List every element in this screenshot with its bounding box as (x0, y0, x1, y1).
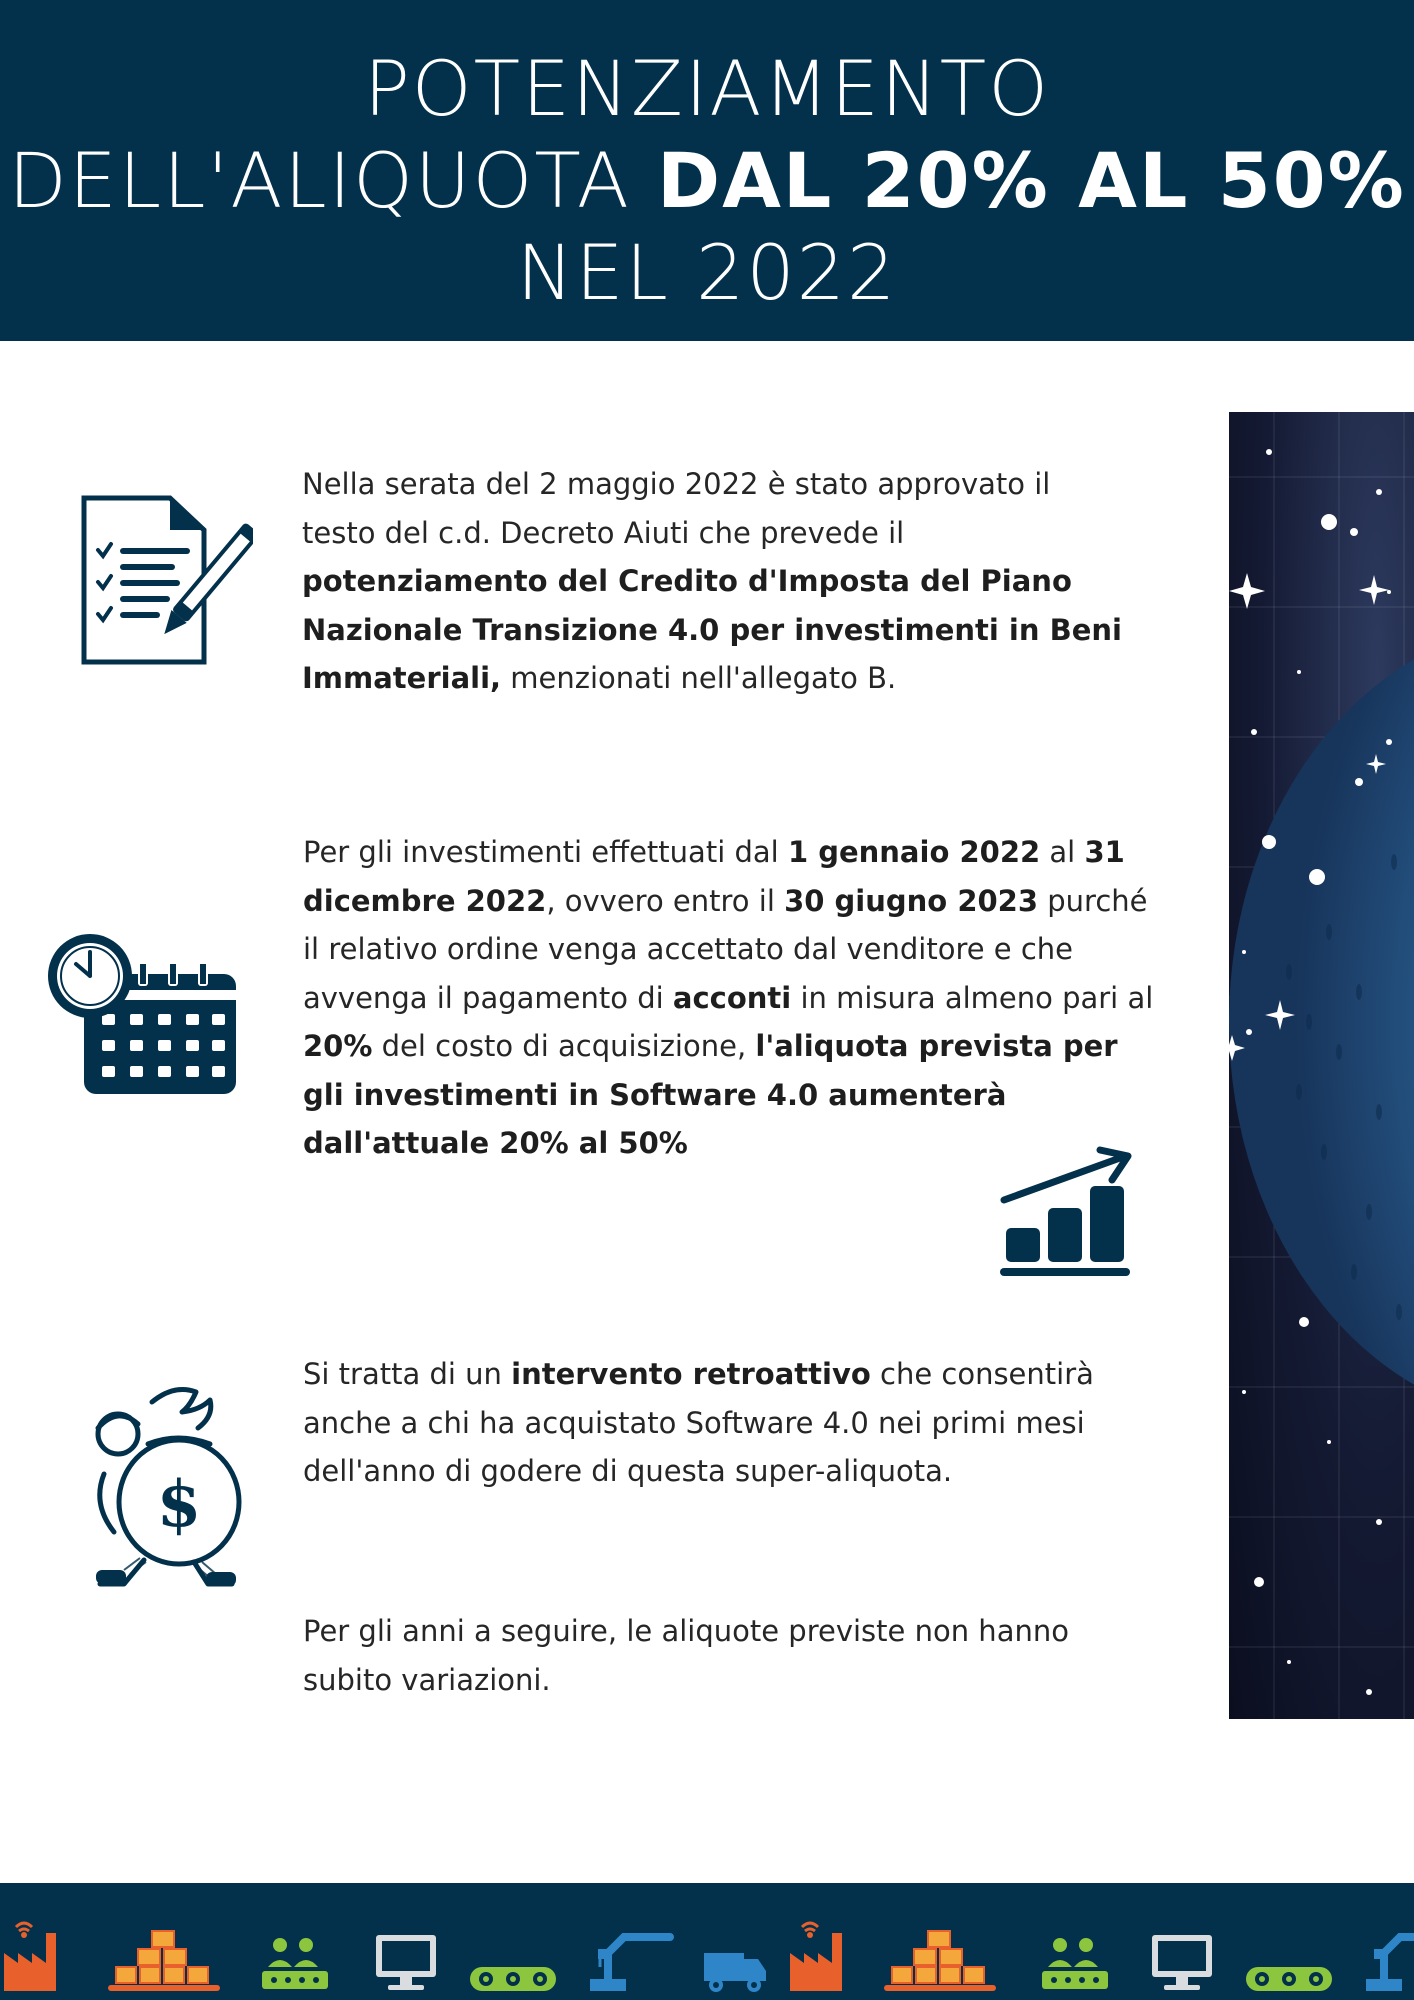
factory-icon (790, 1923, 842, 1991)
s2-text-3: , ovvero entro il (546, 883, 785, 918)
title-line-2-bold: DAL 20% AL 50% (657, 136, 1406, 225)
boxes-icon (884, 1931, 996, 1991)
growth-chart-icon (996, 1146, 1132, 1280)
paragraph-retroattivo (303, 1350, 1173, 1496)
boxes-icon (108, 1931, 220, 1991)
workers-icon (262, 1938, 328, 1989)
checklist-pen-icon (78, 492, 253, 667)
s2-bold-6: l'aliquota prevista per gli investimenti in Software 4.0 aumenterà dall'attuale 20% al 50% (303, 1029, 1118, 1160)
s2-bold-3: 30 giugno 2023 (784, 883, 1039, 918)
s2-text-6: del costo di acquisizione, (372, 1029, 756, 1063)
s1-bold-1: potenziamento del Credito d'Imposta del Piano Nazionale Transizione 4.0 per investimenti in Beni Immateriali, (302, 564, 1122, 695)
man-money-bag-icon (84, 1384, 250, 1594)
s4-text-1: Per gli anni a seguire, le aliquote previste non hanno subito variazioni. (303, 1614, 1069, 1697)
s2-text-2: al (1040, 835, 1085, 869)
s2-bold-5: 20% (303, 1029, 373, 1063)
title-line-1: POTENZIAMENTO (363, 44, 1051, 133)
space-globe-image (1229, 412, 1414, 1719)
paragraph-anni-seguire (303, 1607, 1123, 1704)
conveyor-icon (1246, 1967, 1332, 1991)
s3-bold-1: intervento retroattivo (511, 1357, 871, 1391)
factory-icon (4, 1923, 56, 1991)
monitor-icon (376, 1935, 436, 1990)
truck-icon (704, 1953, 766, 1992)
title-line-2 (0, 135, 1414, 227)
s2-bold-2: 31 dicembre 2022 (303, 835, 1125, 918)
s2-text-4: purché il relativo ordine venga accettato dal venditore e che avvenga il pagamento di (303, 883, 1148, 1015)
space-globe-graphic (1229, 412, 1414, 1719)
monitor-icon (1152, 1935, 1212, 1990)
robot-arm-icon (590, 1937, 670, 1991)
paragraph-investimenti (303, 828, 1163, 1168)
robot-arm-icon (1366, 1937, 1414, 1991)
footer-industry-strip (0, 1883, 1414, 2000)
s1-text-2: menzionati nell'allegato B. (501, 661, 897, 695)
paragraph-decreto-aiuti (302, 460, 1132, 703)
s3-text-2: che consentirà anche a chi ha acquistato Software 4.0 nei primi mesi dell'anno di godere di questa super-aliquota. (303, 1357, 1094, 1488)
title-line-3: NEL 2022 (516, 228, 898, 317)
s3-text-1: Si tratta di un (303, 1357, 512, 1391)
clock-calendar-icon (46, 932, 242, 1097)
footer-icons-row (0, 1883, 1414, 2000)
conveyor-icon (470, 1967, 556, 1991)
s2-bold-1: 1 gennaio 2022 (787, 835, 1041, 869)
s1-text-1: Nella serata del 2 maggio 2022 è stato approvato il testo del c.d. Decreto Aiuti che prevede il (302, 467, 1051, 550)
svg-text:$: $ (156, 1467, 202, 1542)
s2-text-1: Per gli investimenti effettuati dal (303, 835, 788, 869)
workers-icon (1042, 1938, 1108, 1989)
page-header (0, 0, 1414, 341)
s2-bold-4: acconti (672, 980, 792, 1015)
title-line-2-regular: DELL'ALIQUOTA (8, 136, 658, 225)
s2-text-5: in misura almeno pari al (791, 980, 1154, 1015)
